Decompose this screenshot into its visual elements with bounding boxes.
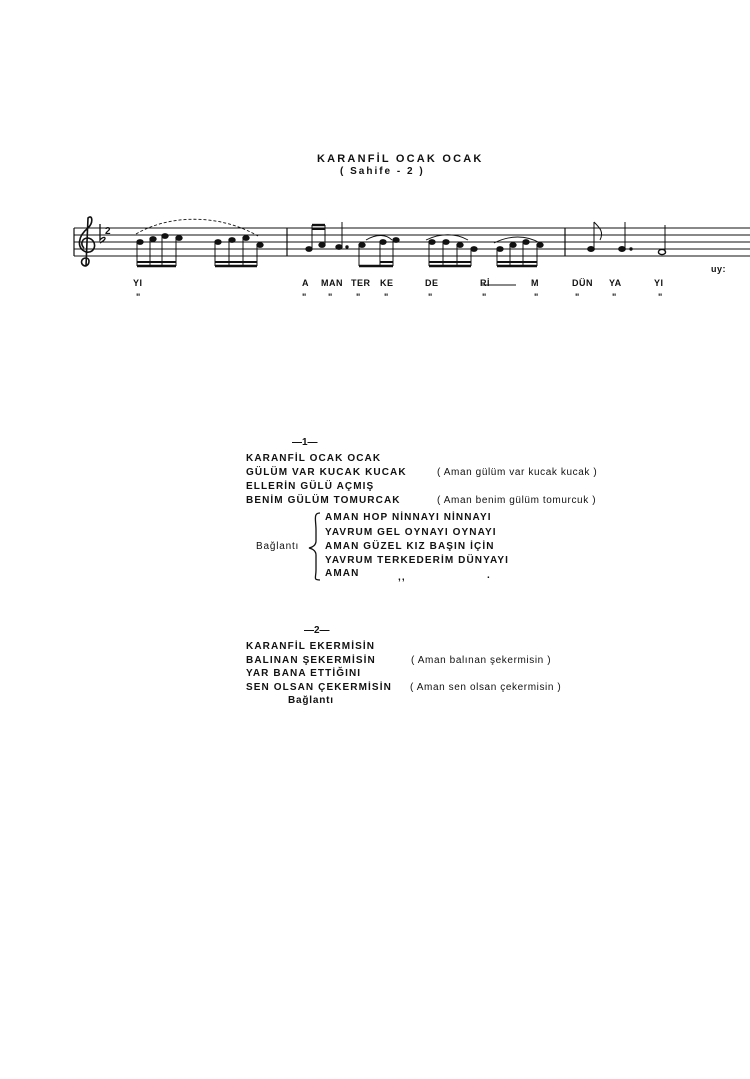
refrain-line-4: YAVRUM TERKEDERİM DÜNYAYI (325, 555, 510, 566)
refrain-line-1: AMAN HOP NİNNAYI NİNNAYI (325, 512, 492, 523)
time-signature: 2 (105, 226, 111, 237)
ditto-11: " (658, 292, 663, 302)
syllable-11: YI (654, 278, 664, 288)
verse-2-line-3: YAR BANA ETTİĞINI (246, 668, 362, 679)
verse-1-line-4-paren: ( Aman benim gülüm tomurcuk ) (437, 495, 597, 506)
syllable-5: KE (380, 278, 394, 288)
verse-2-line-1: KARANFİL EKERMİSİN (246, 641, 376, 652)
ditto-9: " (575, 292, 580, 302)
notes-measure-3 (588, 222, 666, 255)
refrain-line-5: AMAN (325, 568, 360, 579)
ditto-10: " (612, 292, 617, 302)
syllable-3: MAN (321, 278, 343, 288)
verse-2-line-2-paren: ( Aman balınan şekermisin ) (411, 655, 552, 666)
treble-clef-icon (79, 217, 94, 266)
verse-2-line-4-paren: ( Aman sen olsan çekermisin ) (410, 682, 562, 693)
refrain-ditto: ,, (398, 572, 406, 583)
ditto-5: " (384, 292, 389, 302)
ditto-2: " (302, 292, 307, 302)
ditto-8: " (534, 292, 539, 302)
verse-2-number: —2— (304, 625, 330, 636)
ditto-6: " (428, 292, 433, 302)
verse-1-line-1: KARANFİL OCAK OCAK (246, 453, 382, 464)
verse-1-line-3: ELLERİN GÜLÜ AÇMIŞ (246, 481, 375, 492)
notes-measure-1 (137, 234, 263, 266)
syllable-2: A (302, 278, 309, 288)
refrain-brace (309, 513, 320, 580)
verse-1-line-2-paren: ( Aman gülüm var kucak kucak ) (437, 467, 598, 478)
refrain-line-2: YAVRUM GEL OYNAYI OYNAYI (325, 527, 497, 538)
ditto-7: " (482, 292, 487, 302)
syllable-1: YI (133, 278, 143, 288)
page-subtitle: ( Sahife - 2 ) (340, 166, 425, 177)
verse-2-line-4: SEN OLSAN ÇEKERMİSİN (246, 682, 392, 693)
verse-1-line-4: BENİM GÜLÜM TOMURCAK (246, 495, 401, 506)
refrain-dot: . (487, 570, 491, 581)
verse-1-number: —1— (292, 437, 318, 448)
verse-1-baglanti-label: Bağlantı (256, 541, 300, 552)
syllable-7: Rİ (480, 278, 490, 288)
syllable-8: M (531, 278, 539, 288)
ditto-1: " (136, 292, 141, 302)
trailing-text: uy: (711, 264, 726, 274)
verse-2-line-2: BALINAN ŞEKERMİSİN (246, 655, 376, 666)
slurs (136, 219, 540, 243)
verse-1-line-2: GÜLÜM VAR KUCAK KUCAK (246, 467, 407, 478)
syllable-6: DE (425, 278, 439, 288)
notes-measure-2 (306, 222, 543, 266)
staff-lines (74, 228, 750, 256)
syllable-4: TER (351, 278, 371, 288)
ditto-4: " (356, 292, 361, 302)
syllable-10: YA (609, 278, 622, 288)
ditto-3: " (328, 292, 333, 302)
syllable-9: DÜN (572, 278, 593, 288)
song-title: KARANFİL OCAK OCAK (317, 153, 484, 165)
refrain-line-3: AMAN GÜZEL KIZ BAŞIN İÇİN (325, 541, 495, 552)
verse-2-baglanti-label: Bağlantı (288, 695, 334, 706)
